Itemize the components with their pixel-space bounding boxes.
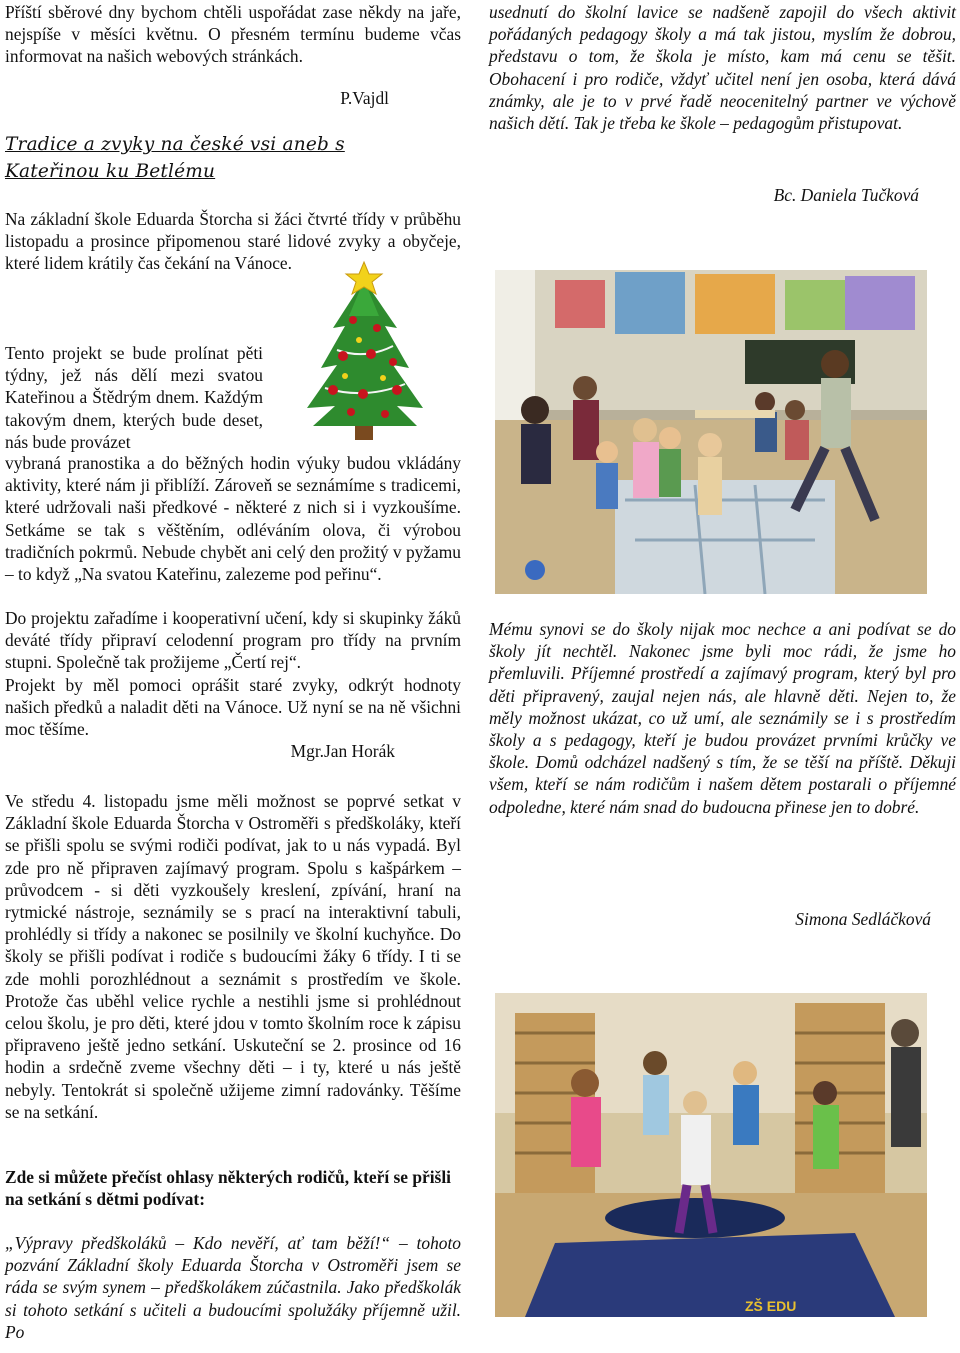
intro-signature: P.Vajdl bbox=[340, 88, 389, 108]
christmas-tree-icon bbox=[293, 258, 438, 448]
parent-quote-2-signature: Simona Sedláčková bbox=[795, 909, 931, 929]
parent-quote-1-signature: Bc. Daniela Tučková bbox=[773, 185, 919, 205]
visit-paragraph: Ve středu 4. listopadu jsme měli možnost se poprvé setkat v Základní škole Eduarda Štorcha v Ostroměři s předškoláky, kteří se přišli spolu se svými rodiči podívat, jak to u nás vypadá. Byl zde pro ně připraven zajímavý program. Spolu s kašpárkem – průvodcem - si děti vyzkoušely kreslení, zpívání, hraní na rytmické nástroje, seznámily se s prací na interaktivní tabuli, prohlédly si třídy a nakonec se posilnily ve školní kuchyňce. Do školy se přišli podívat i rodiče s budoucími žáky 6 třídy. I ti se zde mohli porozhlédnout a seznámit s prostředím ve škole. Protože čas uběhl velice rychle a nestihli jsme si prohlédnout celou školu, je pro děti, které jdou v tomto školním roce k zápisu připraveno ještě jedno setkání. Uskuteční se 2. prosince od 16 hodin a srdečně zveme všechny děti – i ty, které u nás ještě nebyly. Tentokrát si společně užijeme zimní radovánky. Těšíme se na setkání. bbox=[5, 791, 461, 1122]
article-paragraph-1: Na základní škole Eduarda Štorcha si žáci čtvrté třídy v průběhu listopadu a prosince připomenou staré lidové zvyky a obyčeje, které lidem krátily čas čekání na Vánoce. bbox=[5, 209, 461, 274]
classroom-photo bbox=[495, 270, 927, 594]
gym-mat-sign: ZŠ EDU bbox=[745, 1298, 797, 1314]
parent-quote-1: „Výpravy předškoláků – Kdo nevěří, ať tam běží!“ – tohoto pozvání Základní školy Eduarda Štorcha v Ostroměři jsem se ráda se svým synem – předškolákem zúčastnila. Jako předškolák si tohoto setkání s učiteli a budoucími spolužáky příjemně užil. Po bbox=[5, 1233, 461, 1342]
parent-quote-1-continued: usednutí do školní lavice se nadšeně zapojil do všech aktivit pořádaných pedagogy školy a má tak jistou, myslím že dobrou, představu o tom, že škola je místo, kam má cenu se těšit. Obohacení i pro rodiče, vždyť učitel není jen osoba, která dává známky, ale je to v prvé řadě neocenitelný partner ve výchově našich dětí. Tak je třeba ke škole – pedagogům přistupovat. bbox=[489, 2, 956, 134]
article-signature: Mgr.Jan Horák bbox=[290, 741, 395, 761]
article-paragraph-2-wrapped: Tento projekt se bude prolínat pěti týdny, jež nás dělí mezi svatou Kateřinou a Štědrým dnem. Každým takovým dnem, kterých bude deset, nás bude provázet bbox=[5, 343, 263, 452]
article-paragraph-3: Do projektu zařadíme i kooperativní učení, kdy si skupinky žáků deváté třídy připraví celodenní program pro třídy na prvním stupni. Společně tak prožijeme „Čertí rej“. bbox=[5, 608, 461, 673]
article-paragraph-4: Projekt by měl pomoci oprášit staré zvyky, odkrýt hodnoty našich předků a naladit děti na Vánoce. Už nyní se na ně všichni moc těšíme. bbox=[5, 675, 461, 740]
parents-heading: Zde si můžete přečíst ohlasy některých rodičů, kteří se přišli na setkání s dětmi podívat: bbox=[5, 1167, 451, 1210]
article-title: Tradice a zvyky na české vsi aneb s Kateřinou ku Betlému bbox=[5, 134, 345, 182]
parent-quote-2: Mému synovi se do školy nijak moc nechce a ani podívat se do školy jít nechtěl. Nakonec jsme byli moc rádi, že jsme ho přemluvili. Příjemné prostředí a zajímavý program, který byl pro děti připravený, zaujal nejen nás, ale hlavně děti. Nejen to, že měly možnost ukázat, co už umí, ale seznámily se i s prostředím školy a s pedagogy, kteří je budou provázet prvními krůčky ve škole. Domů odcházel nadšený s tím, že se těší na příště. Děkuji všem, kteří se nám rodičům i našem dětem postarali o příjemné odpoledne, které nám snad do budoucna přinese jen to dobré. bbox=[489, 619, 956, 817]
article-paragraph-2-continued: vybraná pranostika a do běžných hodin výuky budou vkládány aktivity, které nám ji přiblíží. Zároveň se seznámíme s tradicemi, které udržovali naši předkové - některé z nich si i vyzkoušíme. Setkáme se tak s věštěním, odléváním olova, či výrobou tradičních pokrmů. Nebude chybět ani celý den prožitý v pyžamu – to když „Na svatou Kateřinu, zalezeme pod peřinu“. bbox=[5, 453, 461, 585]
intro-paragraph: Příští sběrové dny bychom chtěli uspořádat zase někdy na jaře, nejspíše v měsíci květnu. O přesném termínu budeme včas informovat na našich webových stránkách. bbox=[5, 2, 461, 67]
gym-photo bbox=[495, 993, 927, 1317]
